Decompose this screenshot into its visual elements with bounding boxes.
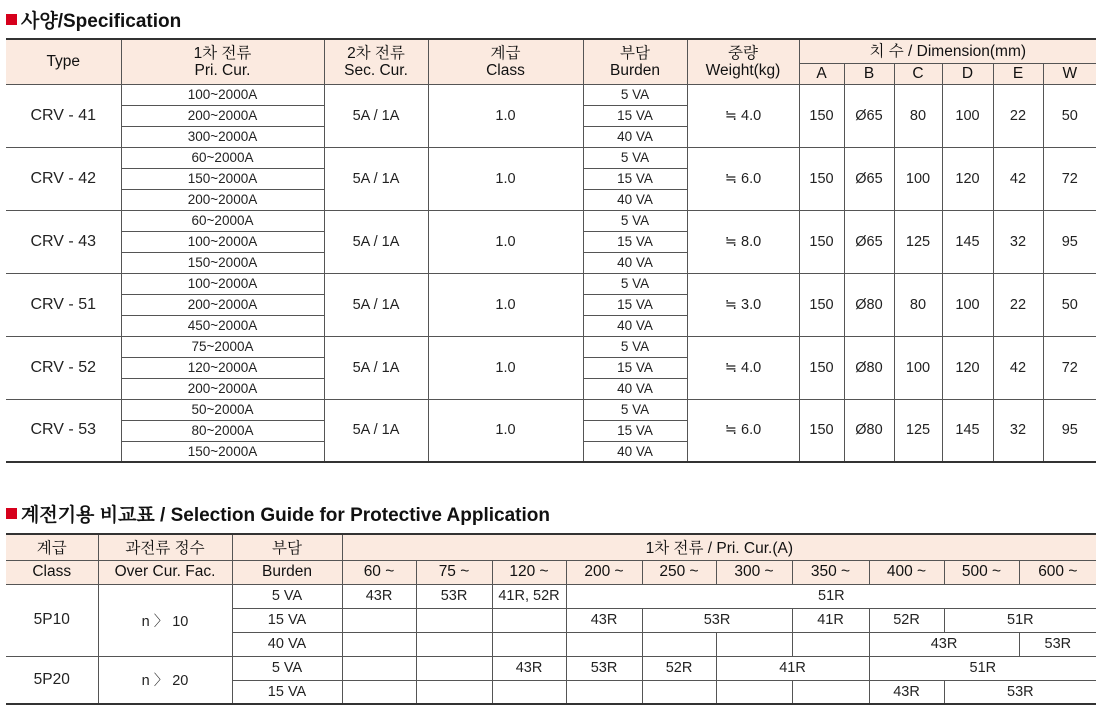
header-dim-e: E	[993, 63, 1043, 84]
dim-cell-c: 80	[894, 273, 942, 336]
dim-cell-b: Ø80	[844, 273, 894, 336]
dim-cell-c: 100	[894, 147, 942, 210]
dim-cell-d: 120	[942, 336, 993, 399]
guide-relay-cell	[416, 680, 492, 704]
dim-cell-w: 50	[1043, 84, 1096, 147]
guide-relay-cell	[642, 632, 716, 656]
pri-cur-cell: 60~2000A	[121, 147, 324, 168]
header-dimension: 치 수 / Dimension(mm)	[799, 39, 1096, 63]
burden-cell: 15 VA	[583, 420, 687, 441]
guide-relay-cell	[642, 680, 716, 704]
dim-cell-a: 150	[799, 336, 844, 399]
spec-row	[6, 147, 1096, 168]
burden-cell: 5 VA	[583, 336, 687, 357]
dim-cell-a: 150	[799, 210, 844, 273]
pri-cur-cell: 100~2000A	[121, 84, 324, 105]
dim-cell-d: 100	[942, 84, 993, 147]
header-dim-a: A	[799, 63, 844, 84]
pri-cur-cell: 100~2000A	[121, 273, 324, 294]
weight-cell: ≒ 4.0	[687, 336, 799, 399]
sec-cur-cell: 5A / 1A	[324, 399, 428, 462]
guide-header-burden-en: Burden	[232, 560, 342, 584]
guide-relay-cell	[342, 680, 416, 704]
sec-cur-cell: 5A / 1A	[324, 336, 428, 399]
pri-cur-cell: 50~2000A	[121, 399, 324, 420]
burden-cell: 15 VA	[583, 168, 687, 189]
guide-burden-cell: 5 VA	[232, 584, 342, 608]
guide-header-ocf-kr: 과전류 정수	[98, 534, 232, 560]
guide-relay-cell: 53R	[416, 584, 492, 608]
guide-relay-cell	[342, 656, 416, 680]
selection-guide-table	[6, 533, 1096, 705]
dim-cell-e: 32	[993, 399, 1043, 462]
spec-row	[6, 399, 1096, 420]
dim-cell-d: 100	[942, 273, 993, 336]
guide-burden-cell: 5 VA	[232, 656, 342, 680]
burden-cell: 40 VA	[583, 378, 687, 399]
weight-cell: ≒ 8.0	[687, 210, 799, 273]
guide-relay-cell: 43R	[869, 680, 944, 704]
weight-cell: ≒ 6.0	[687, 147, 799, 210]
guide-relay-cell	[492, 608, 566, 632]
dim-cell-b: Ø65	[844, 210, 894, 273]
guide-relay-cell: 41R	[792, 608, 869, 632]
guide-relay-cell	[342, 608, 416, 632]
dim-cell-b: Ø65	[844, 84, 894, 147]
guide-relay-cell: 53R	[944, 680, 1096, 704]
guide-relay-cell: 52R	[642, 656, 716, 680]
pri-cur-cell: 200~2000A	[121, 294, 324, 315]
guide-header-amp: 60 ~	[342, 560, 416, 584]
spec-row	[6, 210, 1096, 231]
guide-burden-cell: 15 VA	[232, 680, 342, 704]
guide-header-amp: 250 ~	[642, 560, 716, 584]
sec-cur-cell: 5A / 1A	[324, 273, 428, 336]
burden-cell: 5 VA	[583, 210, 687, 231]
class-cell: 1.0	[428, 147, 583, 210]
guide-header-amp: 120 ~	[492, 560, 566, 584]
guide-ocf-cell: n 〉 10	[98, 584, 232, 656]
dim-cell-d: 145	[942, 399, 993, 462]
red-square-bullet-icon	[6, 508, 17, 519]
guide-header-amp: 400 ~	[869, 560, 944, 584]
header-dim-b: B	[844, 63, 894, 84]
weight-cell: ≒ 6.0	[687, 399, 799, 462]
pri-cur-cell: 200~2000A	[121, 105, 324, 126]
guide-relay-cell: 51R	[566, 584, 1096, 608]
burden-cell: 5 VA	[583, 273, 687, 294]
weight-cell: ≒ 4.0	[687, 84, 799, 147]
guide-relay-cell	[342, 632, 416, 656]
specification-table	[6, 38, 1096, 463]
dim-cell-w: 95	[1043, 210, 1096, 273]
header-burden: 부담 Burden	[583, 39, 687, 84]
guide-relay-cell	[716, 632, 792, 656]
guide-relay-cell	[416, 608, 492, 632]
type-cell: CRV - 42	[6, 147, 121, 210]
dim-cell-w: 72	[1043, 147, 1096, 210]
guide-relay-cell	[416, 632, 492, 656]
dim-cell-e: 42	[993, 336, 1043, 399]
class-cell: 1.0	[428, 399, 583, 462]
guide-header-amp: 350 ~	[792, 560, 869, 584]
sec-cur-cell: 5A / 1A	[324, 210, 428, 273]
guide-row	[6, 656, 1096, 680]
type-cell: CRV - 43	[6, 210, 121, 273]
header-dim-w: W	[1043, 63, 1096, 84]
dim-cell-c: 125	[894, 210, 942, 273]
pri-cur-cell: 80~2000A	[121, 420, 324, 441]
guide-title-text: 계전기용 비교표 / Selection Guide for Protective Application	[21, 504, 550, 526]
pri-cur-cell: 100~2000A	[121, 231, 324, 252]
dim-cell-a: 150	[799, 84, 844, 147]
guide-relay-cell: 51R	[944, 608, 1096, 632]
header-weight: 중량 Weight(kg)	[687, 39, 799, 84]
dim-cell-c: 125	[894, 399, 942, 462]
spec-section-title	[6, 6, 181, 32]
guide-relay-cell: 52R	[869, 608, 944, 632]
burden-cell: 40 VA	[583, 441, 687, 462]
dim-cell-e: 22	[993, 84, 1043, 147]
pri-cur-cell: 200~2000A	[121, 378, 324, 399]
sec-cur-cell: 5A / 1A	[324, 147, 428, 210]
guide-header-amp: 300 ~	[716, 560, 792, 584]
guide-relay-cell	[566, 632, 642, 656]
guide-relay-cell	[566, 680, 642, 704]
pri-cur-cell: 450~2000A	[121, 315, 324, 336]
burden-cell: 40 VA	[583, 189, 687, 210]
pri-cur-cell: 300~2000A	[121, 126, 324, 147]
dim-cell-c: 100	[894, 336, 942, 399]
header-sec-cur: 2차 전류 Sec. Cur.	[324, 39, 428, 84]
dim-cell-e: 32	[993, 210, 1043, 273]
burden-cell: 15 VA	[583, 105, 687, 126]
guide-relay-cell: 53R	[1019, 632, 1096, 656]
burden-cell: 15 VA	[583, 294, 687, 315]
header-pri-cur: 1차 전류 Pri. Cur.	[121, 39, 324, 84]
dim-cell-w: 95	[1043, 399, 1096, 462]
guide-relay-cell	[792, 680, 869, 704]
guide-burden-cell: 15 VA	[232, 608, 342, 632]
guide-class-cell: 5P10	[6, 584, 98, 656]
guide-header-amp: 200 ~	[566, 560, 642, 584]
guide-relay-cell: 53R	[566, 656, 642, 680]
sec-cur-cell: 5A / 1A	[324, 84, 428, 147]
guide-relay-cell: 53R	[642, 608, 792, 632]
dim-cell-a: 150	[799, 147, 844, 210]
pri-cur-cell: 150~2000A	[121, 441, 324, 462]
header-class: 계급 Class	[428, 39, 583, 84]
burden-cell: 5 VA	[583, 84, 687, 105]
guide-relay-cell: 43R	[869, 632, 1019, 656]
guide-header-amp: 75 ~	[416, 560, 492, 584]
header-dim-c: C	[894, 63, 942, 84]
guide-relay-cell: 51R	[869, 656, 1096, 680]
guide-relay-cell	[716, 680, 792, 704]
header-type: Type	[6, 39, 121, 84]
pri-cur-cell: 75~2000A	[121, 336, 324, 357]
spec-row	[6, 336, 1096, 357]
type-cell: CRV - 53	[6, 399, 121, 462]
guide-relay-cell: 41R	[716, 656, 869, 680]
dim-cell-d: 145	[942, 210, 993, 273]
guide-header-class-kr: 계급	[6, 534, 98, 560]
spec-title-text: 사양/Specification	[21, 10, 182, 32]
guide-relay-cell: 43R	[492, 656, 566, 680]
header-dim-d: D	[942, 63, 993, 84]
type-cell: CRV - 51	[6, 273, 121, 336]
guide-header-class-en: Class	[6, 560, 98, 584]
pri-cur-cell: 150~2000A	[121, 252, 324, 273]
guide-header-amp: 600 ~	[1019, 560, 1096, 584]
class-cell: 1.0	[428, 210, 583, 273]
burden-cell: 5 VA	[583, 399, 687, 420]
dim-cell-a: 150	[799, 399, 844, 462]
guide-header-pri-cur: 1차 전류 / Pri. Cur.(A)	[342, 534, 1096, 560]
guide-relay-cell: 43R	[566, 608, 642, 632]
red-square-bullet-icon	[6, 14, 17, 25]
dim-cell-c: 80	[894, 84, 942, 147]
pri-cur-cell: 60~2000A	[121, 210, 324, 231]
guide-relay-cell: 41R, 52R	[492, 584, 566, 608]
guide-class-cell: 5P20	[6, 656, 98, 704]
guide-relay-cell	[792, 632, 869, 656]
burden-cell: 40 VA	[583, 315, 687, 336]
dim-cell-d: 120	[942, 147, 993, 210]
burden-cell: 40 VA	[583, 252, 687, 273]
weight-cell: ≒ 3.0	[687, 273, 799, 336]
guide-relay-cell	[492, 680, 566, 704]
dim-cell-b: Ø80	[844, 336, 894, 399]
guide-header-amp: 500 ~	[944, 560, 1019, 584]
guide-relay-cell	[492, 632, 566, 656]
guide-row	[6, 584, 1096, 608]
guide-relay-cell: 43R	[342, 584, 416, 608]
pri-cur-cell: 150~2000A	[121, 168, 324, 189]
dim-cell-b: Ø80	[844, 399, 894, 462]
dim-cell-e: 42	[993, 147, 1043, 210]
dim-cell-b: Ø65	[844, 147, 894, 210]
guide-burden-cell: 40 VA	[232, 632, 342, 656]
burden-cell: 15 VA	[583, 357, 687, 378]
pri-cur-cell: 120~2000A	[121, 357, 324, 378]
guide-section-title	[6, 500, 550, 526]
guide-relay-cell	[416, 656, 492, 680]
guide-header-ocf-en: Over Cur. Fac.	[98, 560, 232, 584]
class-cell: 1.0	[428, 273, 583, 336]
dim-cell-a: 150	[799, 273, 844, 336]
type-cell: CRV - 41	[6, 84, 121, 147]
spec-row	[6, 84, 1096, 105]
class-cell: 1.0	[428, 84, 583, 147]
class-cell: 1.0	[428, 336, 583, 399]
type-cell: CRV - 52	[6, 336, 121, 399]
dim-cell-w: 72	[1043, 336, 1096, 399]
pri-cur-cell: 200~2000A	[121, 189, 324, 210]
burden-cell: 15 VA	[583, 231, 687, 252]
burden-cell: 40 VA	[583, 126, 687, 147]
burden-cell: 5 VA	[583, 147, 687, 168]
guide-header-burden-kr: 부담	[232, 534, 342, 560]
spec-row	[6, 273, 1096, 294]
dim-cell-e: 22	[993, 273, 1043, 336]
dim-cell-w: 50	[1043, 273, 1096, 336]
guide-ocf-cell: n 〉 20	[98, 656, 232, 704]
